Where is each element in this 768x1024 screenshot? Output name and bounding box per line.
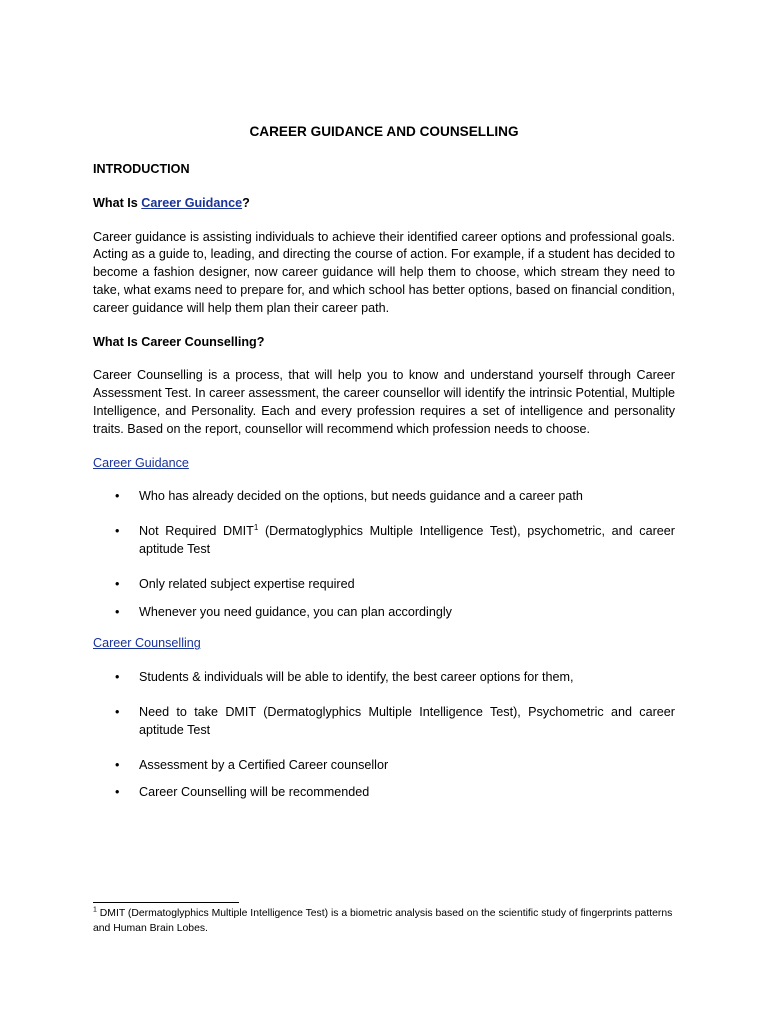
footnote-reference[interactable]: 1 (253, 522, 259, 532)
career-guidance-list (93, 488, 675, 621)
what-is-career-counselling-heading: What Is Career Counselling? (93, 334, 265, 349)
footnote-mark: 1 (93, 906, 97, 914)
list-item: • Assessment by a Certified Career counsellor (93, 757, 675, 775)
list-item: • Whenever you need guidance, you can plan accordingly (93, 604, 675, 622)
footnote-separator (93, 902, 239, 903)
intro-heading: INTRODUCTION (93, 162, 190, 176)
list-item: • Career Counselling will be recommended (93, 784, 675, 802)
heading-suffix: ? (242, 195, 250, 210)
list-item: • Students & individuals will be able to identify, the best career options for them, (93, 669, 675, 687)
heading-prefix: What Is (93, 195, 142, 210)
list-item (93, 523, 675, 559)
career-counselling-list (93, 669, 675, 802)
career-guidance-paragraph: Career guidance is assisting individuals to achieve their identified career options and professional goals. Acting as a guide to, leading, and directing the course of action. For example, if a student has decided to become a fashion designer, now career guidance will help them to choose, which stream they need to take, what exams need to prepare for, and which school has better options, based on financial condition, career guidance will help them plan their career path. (93, 229, 675, 315)
what-is-career-guidance-heading (93, 195, 675, 213)
footnote (93, 906, 675, 936)
list-item: • Need to take DMIT (Dermatoglyphics Multiple Intelligence Test), Psychometric and career aptitude Test (93, 704, 675, 740)
document-page (93, 122, 675, 816)
list-item: • Only related subject expertise required (93, 576, 675, 594)
career-counselling-section-link[interactable]: Career Counselling (93, 636, 201, 651)
list-item-text: Not Required DMIT (139, 524, 254, 539)
footnote-text: DMIT (Dermatoglyphics Multiple Intelligence Test) is a biometric analysis based on the scientific study of fingerprints patterns and Human Brain Lobes. (93, 908, 673, 934)
career-guidance-link[interactable]: Career Guidance (141, 195, 243, 210)
list-item-text: (Dermatoglyphics Multiple Intelligence Test), psychometric, and career aptitude Test (139, 524, 675, 556)
career-guidance-section-link[interactable]: Career Guidance (93, 455, 189, 470)
list-item: • Who has already decided on the options, but needs guidance and a career path (93, 488, 675, 506)
career-counselling-paragraph: Career Counselling is a process, that will help you to know and understand yourself through Career Assessment Test. In career assessment, the career counsellor will identify the intrinsic Potential, Multiple Intelligence, and Personality. Each and every profession requires a set of intelligence and personality traits. Based on the report, counsellor will recommend which profession needs to choose. (93, 368, 675, 436)
page-title: CAREER GUIDANCE AND COUNSELLING (249, 124, 519, 139)
